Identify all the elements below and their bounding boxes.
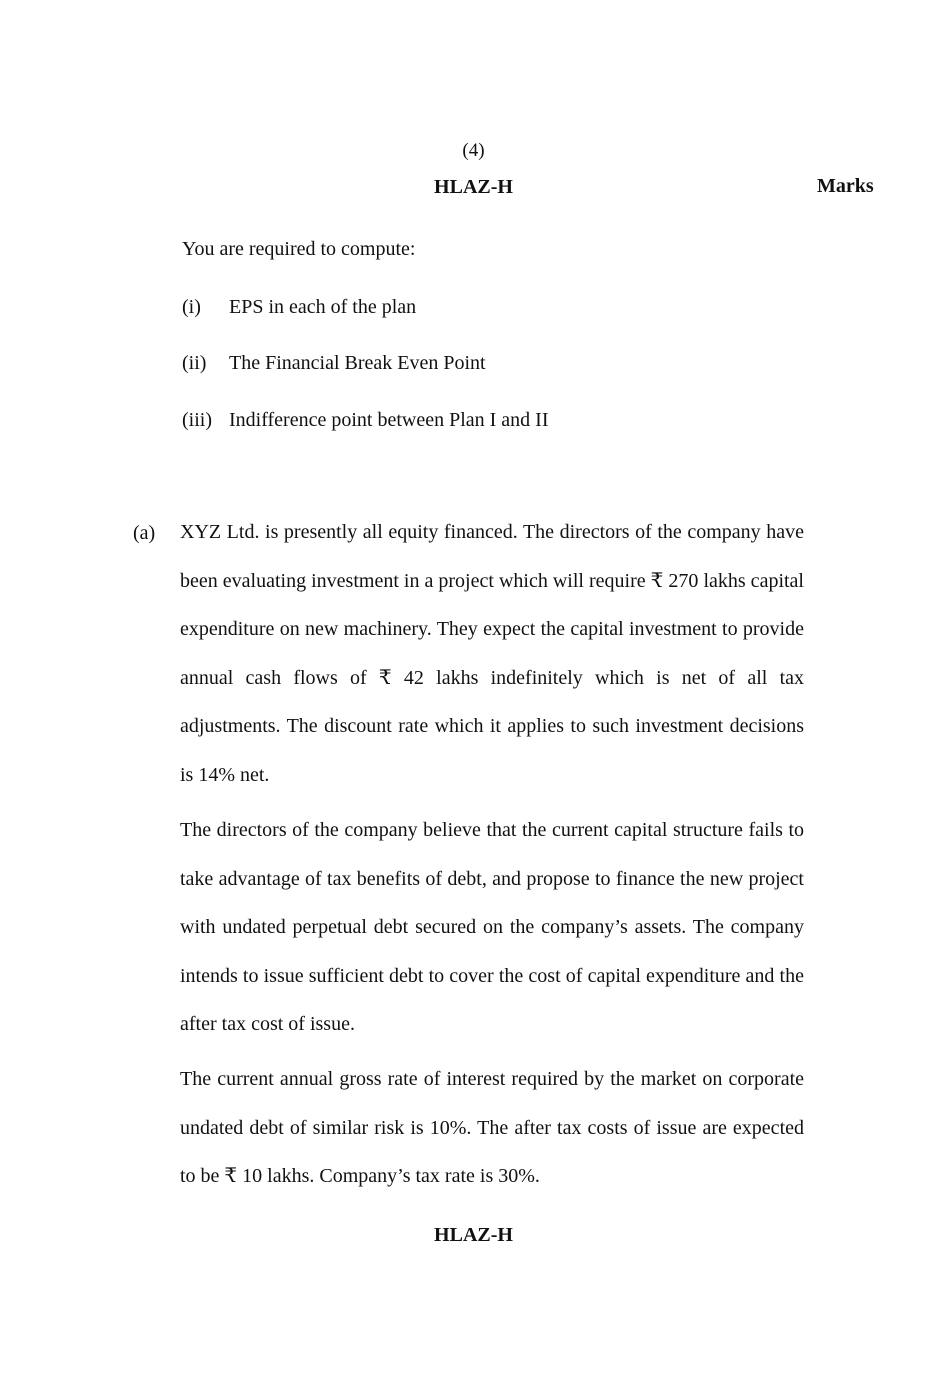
requirement-item xyxy=(182,352,486,375)
paper-code-footer: HLAZ-H xyxy=(434,1224,513,1246)
paper-code-header: HLAZ-H xyxy=(434,176,513,198)
requirement-item xyxy=(182,409,549,432)
marks-label: Marks xyxy=(817,175,874,197)
requirement-text: EPS in each of the plan xyxy=(229,296,417,318)
requirement-text: The Financial Break Even Point xyxy=(229,352,486,374)
question-label: (a) xyxy=(133,522,156,544)
requirement-number: (i) xyxy=(182,296,201,318)
question-paragraph: XYZ Ltd. is presently all equity financed. The directors of the company have been evaluating investment in a project which will require ₹ 270 lakhs capital expenditure on new machinery. They expect the capital investment to provide annual cash flows of ₹ 42 lakhs indefinitely which is net of all tax adjustments. The discount rate which it applies to such investment decisions is 14% net. xyxy=(180,521,804,786)
instructions-intro: You are required to compute: xyxy=(182,238,416,260)
requirement-text: Indifference point between Plan I and II xyxy=(229,409,549,431)
requirement-item xyxy=(182,296,416,319)
page-number: (4) xyxy=(462,140,485,161)
question-paragraph: The current annual gross rate of interest required by the market on corporate undated debt of similar risk is 10%. The after tax costs of issue are expected to be ₹ 10 lakhs. Company’s tax rate is 30%. xyxy=(180,1068,804,1187)
question-paragraph: The directors of the company believe that the current capital structure fails to take advantage of tax benefits of debt, and propose to finance the new project with undated perpetual debt secured on the company’s assets. The company intends to issue sufficient debt to cover the cost of capital expenditure and the after tax cost of issue. xyxy=(180,819,804,1035)
requirement-number: (ii) xyxy=(182,352,207,374)
requirement-number: (iii) xyxy=(182,409,212,431)
